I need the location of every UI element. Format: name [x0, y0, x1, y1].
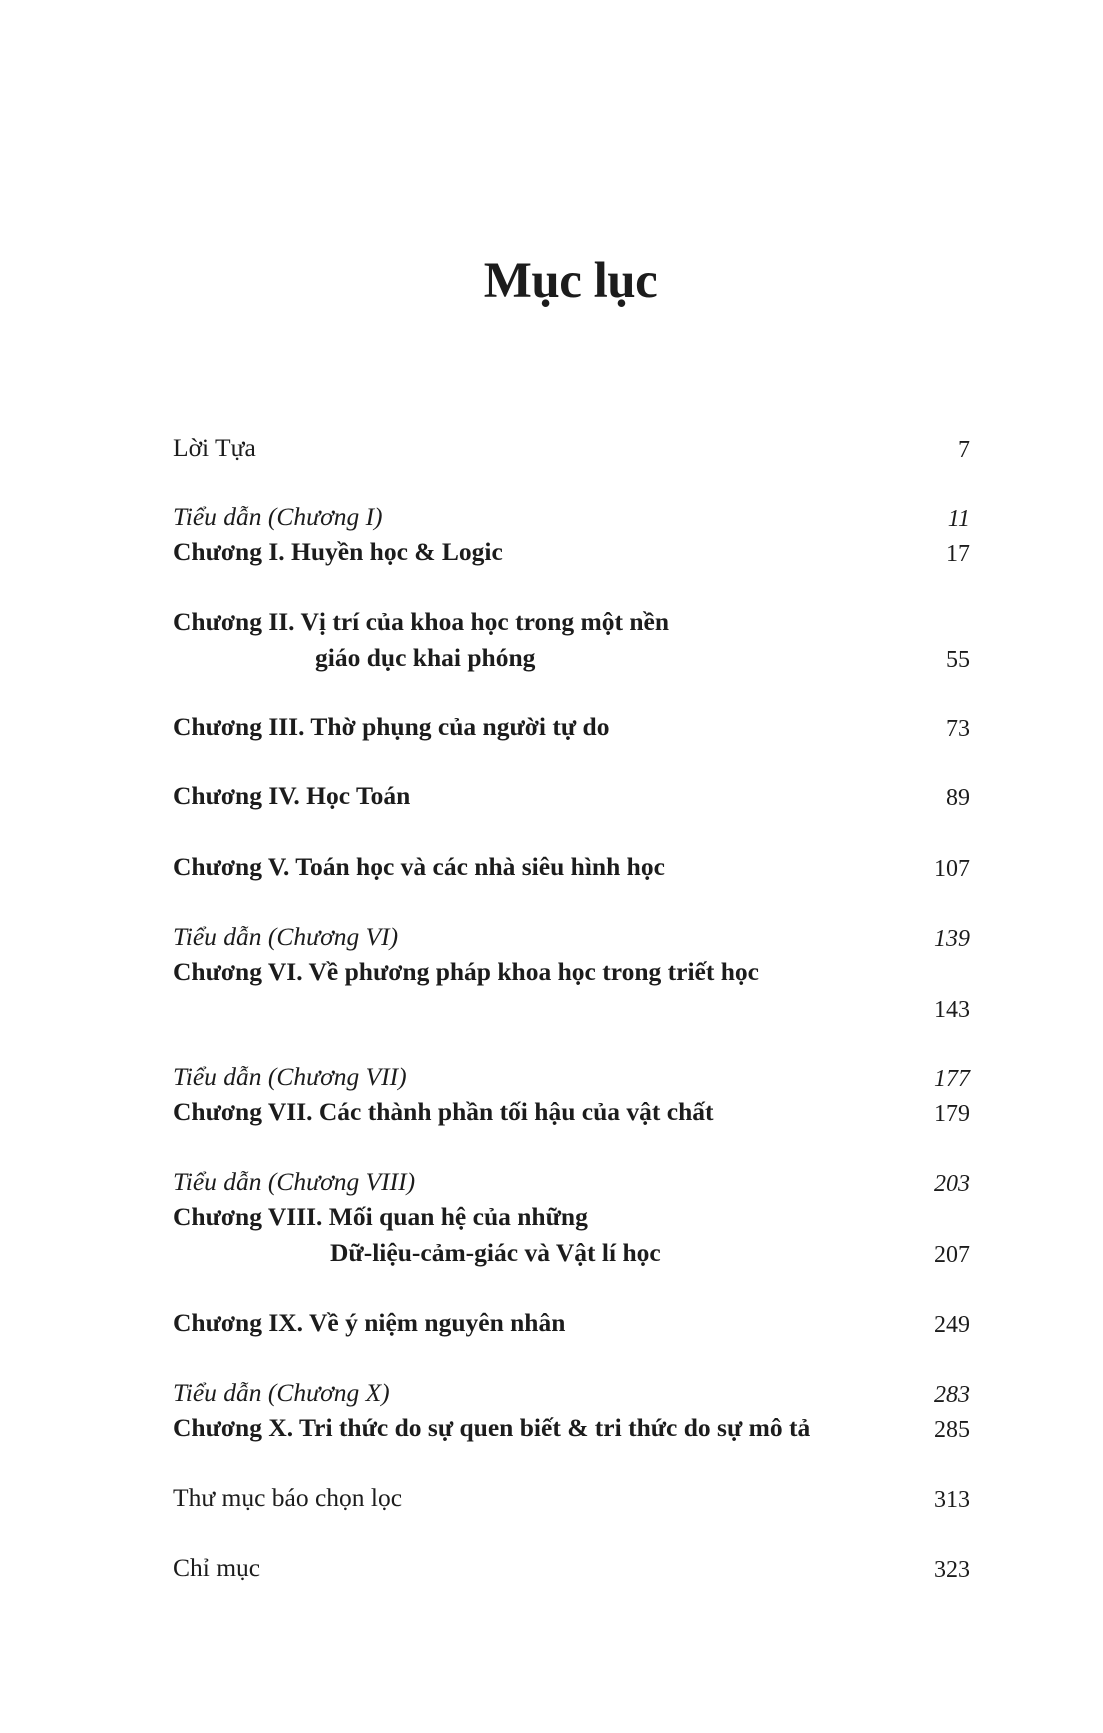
- toc-entry-bibliography[interactable]: [173, 1480, 970, 1516]
- toc-entry-chapter-9[interactable]: [173, 1305, 970, 1341]
- toc-entry-label-continued: Dữ-liệu-cảm-giác và Vật lí học: [330, 1238, 661, 1267]
- toc-entry-label: Chương X. Tri thức do sự quen biết & tri thức do sự mô tả: [173, 1413, 811, 1442]
- toc-entry-label: Chương IX. Về ý niệm nguyên nhân: [173, 1308, 566, 1337]
- toc-entry-page: 285: [934, 1417, 970, 1443]
- toc-entry-label: Chương II. Vị trí của khoa học trong một nền: [173, 607, 670, 636]
- toc-entry-page: 177: [934, 1066, 970, 1092]
- toc-entry-label: Chương VII. Các thành phần tối hậu của vật chất: [173, 1097, 714, 1126]
- toc-entry-chapter-8-line-1[interactable]: [173, 1199, 970, 1235]
- toc-entry-page: 7: [958, 437, 970, 463]
- toc-entry-label: Tiểu dẫn (Chương VIII): [173, 1167, 416, 1196]
- toc-entry-chapter-4[interactable]: [173, 778, 970, 814]
- toc-entry-page: 313: [934, 1487, 970, 1513]
- toc-entry-label: Chương IV. Học Toán: [173, 781, 411, 810]
- toc-entry-page: 283: [934, 1382, 970, 1408]
- toc-entry-page: 139: [934, 926, 970, 952]
- toc-entry-page: 203: [934, 1171, 970, 1197]
- toc-entry-chapter-5[interactable]: [173, 849, 970, 885]
- toc-entry-label: Chương III. Thờ phụng của người tự do: [173, 712, 610, 741]
- toc-entry-page: 207: [934, 1242, 970, 1268]
- toc-entry-intro-7[interactable]: [173, 1059, 970, 1095]
- toc-entry-chapter-10[interactable]: [173, 1410, 970, 1446]
- toc-entry-chapter-2-line-1[interactable]: [173, 604, 970, 640]
- toc-entry-page: 73: [946, 716, 970, 742]
- toc-entry-label: Chương VI. Về phương pháp khoa học trong triết học: [173, 957, 759, 986]
- toc-entry-label: Tiểu dẫn (Chương VI): [173, 922, 399, 951]
- toc-entry-intro-6[interactable]: [173, 919, 970, 955]
- toc-entry-label: Tiểu dẫn (Chương VII): [173, 1062, 407, 1091]
- toc-entry-label: Chỉ mục: [173, 1553, 261, 1582]
- toc-entry-label: Lời Tựa: [173, 433, 256, 462]
- toc-entry-page: 107: [934, 856, 970, 882]
- toc-entry-intro-8[interactable]: [173, 1164, 970, 1200]
- toc-entry-label-continued: giáo dục khai phóng: [315, 643, 536, 672]
- toc-entry-label: Chương V. Toán học và các nhà siêu hình học: [173, 852, 665, 881]
- page-title: Mục lục: [483, 253, 658, 309]
- toc-entry-chapter-8-line-2[interactable]: [173, 1235, 970, 1271]
- toc-entry-page: 249: [934, 1312, 970, 1338]
- toc-entry-intro-10[interactable]: [173, 1375, 970, 1411]
- toc-entry-chapter-7[interactable]: [173, 1094, 970, 1130]
- toc-entry-chapter-6[interactable]: [173, 954, 970, 990]
- toc-entry-index[interactable]: [173, 1550, 970, 1586]
- toc-entry-chapter-1[interactable]: [173, 534, 970, 570]
- toc-entry-intro-1[interactable]: [173, 499, 970, 535]
- toc-entry-label: Tiểu dẫn (Chương X): [173, 1378, 390, 1407]
- toc-entry-preface[interactable]: [173, 430, 970, 466]
- toc-entry-label: Chương I. Huyền học & Logic: [173, 537, 503, 566]
- toc-entry-label: Tiểu dẫn (Chương I): [173, 502, 383, 531]
- toc-entry-page: 11: [947, 506, 970, 532]
- toc-entry-chapter-2-line-2[interactable]: [173, 640, 970, 676]
- toc-entry-page: 55: [946, 647, 970, 673]
- toc-entry-page: 89: [946, 785, 970, 811]
- toc-entry-chapter-3[interactable]: [173, 709, 970, 745]
- toc-entry-page: 179: [934, 1101, 970, 1127]
- toc-entry-label: Thư mục báo chọn lọc: [173, 1483, 403, 1512]
- toc-entry-page: 323: [934, 1557, 970, 1583]
- toc-entry-label: Chương VIII. Mối quan hệ của những: [173, 1202, 588, 1231]
- toc-entry-page: 143: [934, 997, 970, 1023]
- toc-entry-chapter-6-page-line[interactable]: [173, 990, 970, 1026]
- toc-entry-page: 17: [946, 541, 970, 567]
